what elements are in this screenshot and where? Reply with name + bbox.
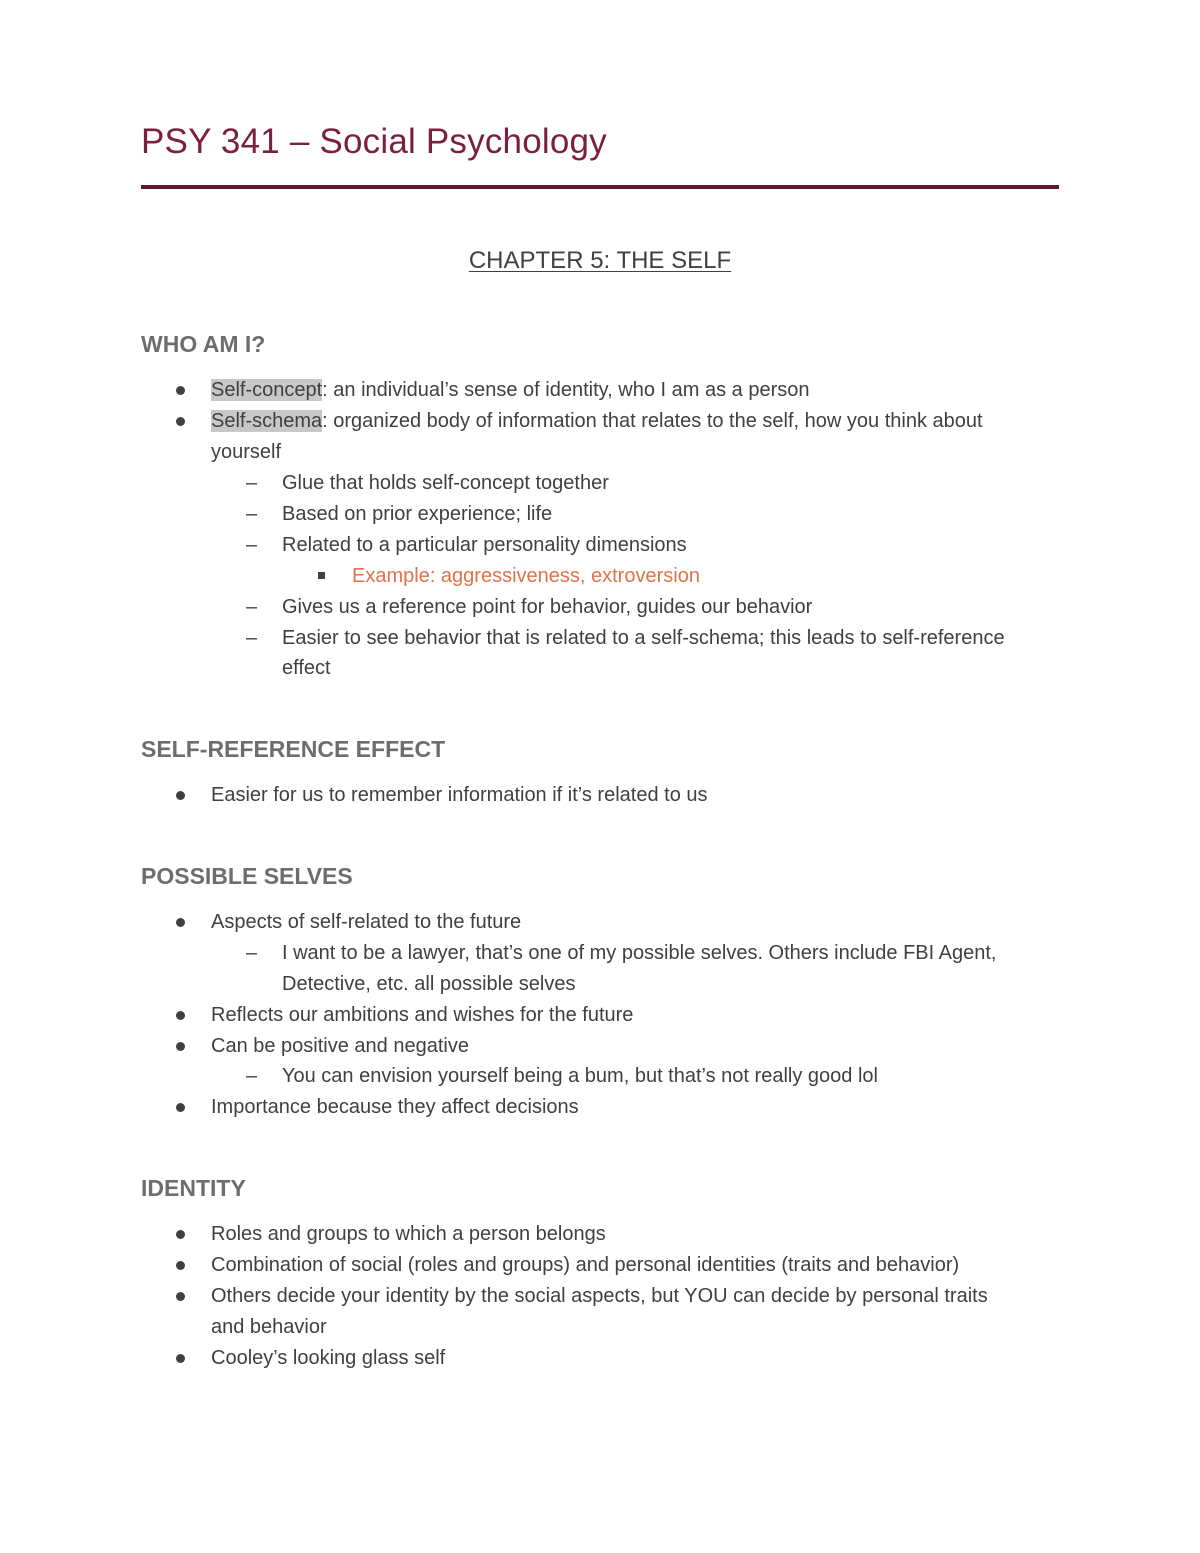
section-heading-who-am-i: WHO AM I?: [141, 331, 266, 357]
section-heading-possible-selves: POSSIBLE SELVES: [141, 863, 353, 889]
list-item: Combination of social (roles and groups) and personal identities (traits and behavior): [211, 1254, 960, 1276]
section-heading-identity: IDENTITY: [141, 1175, 246, 1201]
highlighted-term: Self-schema: [211, 410, 323, 432]
sub-list-item: Based on prior experience; life: [282, 503, 553, 525]
list-item-text: : an individual’s sense of identity, who I am as a person: [322, 379, 810, 401]
dash-marker: –: [246, 596, 258, 618]
title-divider: [141, 185, 1059, 189]
dash-marker: –: [246, 503, 258, 525]
bullet-icon: [176, 1103, 185, 1112]
list-item: Easier for us to remember information if it’s related to us: [211, 784, 708, 806]
bullet-icon: [176, 791, 185, 800]
bullet-icon: [176, 1011, 185, 1020]
sub-list-item: Easier to see behavior that is related to a self-schema; this leads to self-reference: [282, 627, 1005, 649]
sub-list-item-continuation: effect: [282, 657, 331, 679]
list-item: Roles and groups to which a person belongs: [211, 1223, 606, 1245]
chapter-heading-text: CHAPTER 5: THE SELF: [468, 247, 732, 274]
list-item: Others decide your identity by the social aspects, but YOU can decide by personal traits: [211, 1285, 988, 1307]
section-heading-self-reference-effect: SELF-REFERENCE EFFECT: [141, 736, 446, 762]
list-item: Can be positive and negative: [211, 1035, 469, 1057]
bullet-icon: [176, 1261, 185, 1270]
bullet-icon: [176, 386, 185, 395]
sub-list-item: Related to a particular personality dimensions: [282, 534, 687, 556]
bullet-icon: [176, 1292, 185, 1301]
highlighted-term: Self-concept: [211, 379, 323, 401]
bullet-icon: [176, 1230, 185, 1239]
list-item-text: : organized body of information that relates to the self, how you think about: [322, 410, 983, 432]
list-item-continuation: and behavior: [211, 1316, 327, 1338]
sub-list-item: You can envision yourself being a bum, but that’s not really good lol: [282, 1065, 878, 1087]
sub-list-item: I want to be a lawyer, that’s one of my possible selves. Others include FBI Agent,: [282, 942, 997, 964]
bullet-icon: [176, 417, 185, 426]
bullet-icon: [176, 1042, 185, 1051]
dash-marker: –: [246, 627, 258, 649]
dash-marker: –: [246, 472, 258, 494]
list-item: Importance because they affect decisions: [211, 1096, 579, 1118]
dash-marker: –: [246, 1065, 258, 1087]
square-bullet-icon: [318, 572, 325, 579]
dash-marker: –: [246, 942, 258, 964]
list-item: Cooley’s looking glass self: [211, 1347, 446, 1369]
example-item: Example: aggressiveness, extroversion: [352, 565, 700, 587]
list-item-continuation: yourself: [211, 441, 282, 463]
bullet-icon: [176, 1354, 185, 1363]
list-item: Aspects of self-related to the future: [211, 911, 522, 933]
dash-marker: –: [246, 534, 258, 556]
list-item: [211, 375, 810, 405]
list-item: [211, 406, 983, 436]
chapter-heading: [0, 244, 1200, 278]
list-item: Reflects our ambitions and wishes for the future: [211, 1004, 634, 1026]
document-title: PSY 341 – Social Psychology: [141, 122, 607, 161]
sub-list-item-continuation: Detective, etc. all possible selves: [282, 973, 576, 995]
sub-list-item: Glue that holds self-concept together: [282, 472, 609, 494]
bullet-icon: [176, 918, 185, 927]
sub-list-item: Gives us a reference point for behavior, guides our behavior: [282, 596, 813, 618]
